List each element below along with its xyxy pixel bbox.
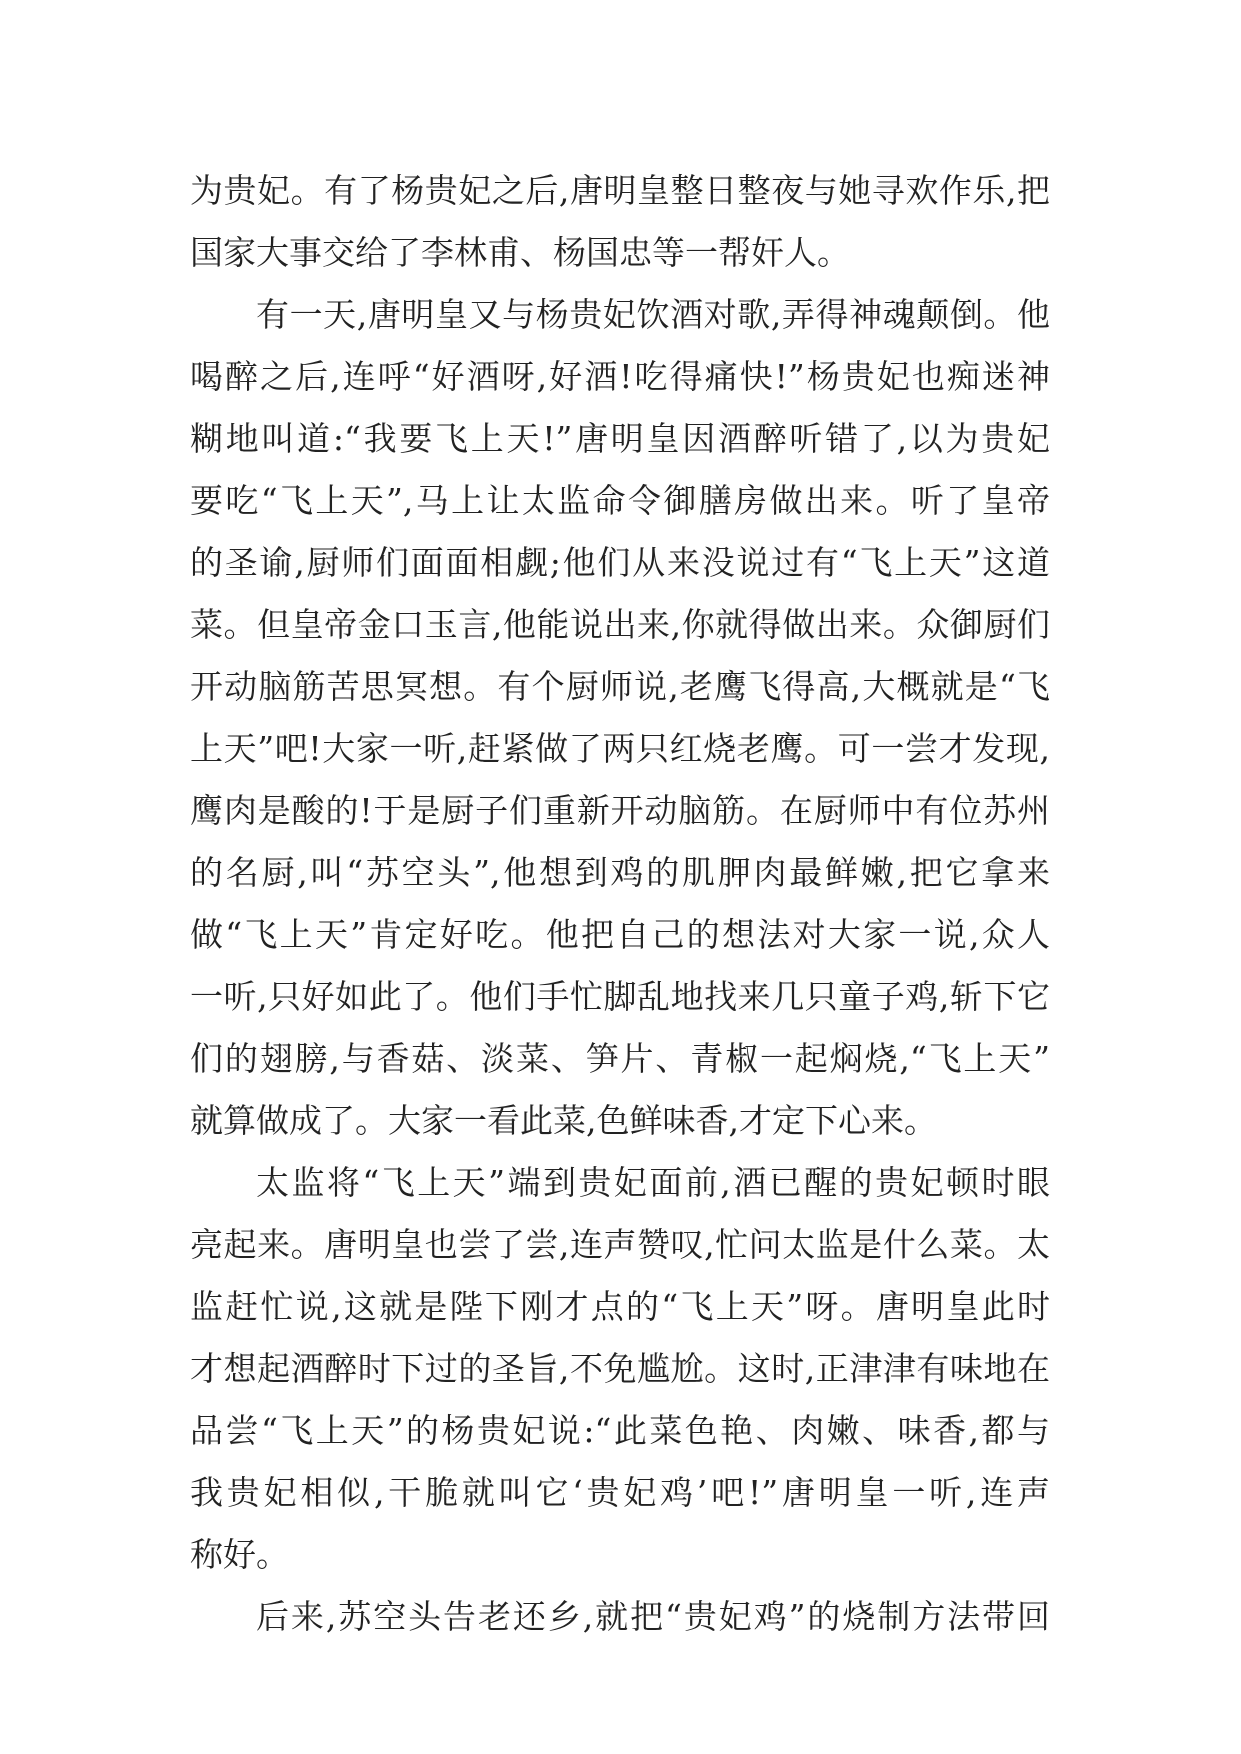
text-line: 一听,只好如此了。他们手忙脚乱地找来几只童子鸡,斩下它	[190, 977, 1050, 1016]
text-line: 上天”吧!大家一听,赶紧做了两只红烧老鹰。可一尝才发现,	[190, 729, 1050, 768]
text-line: 监赶忙说,这就是陛下刚才点的“飞上天”呀。唐明皇此时	[190, 1287, 1050, 1326]
text-line: 要吃“飞上天”,马上让太监命令御膳房做出来。听了皇帝	[190, 481, 1050, 520]
text-line: 亮起来。唐明皇也尝了尝,连声赞叹,忙问太监是什么菜。太	[190, 1225, 1050, 1264]
text-line: 国家大事交给了李林甫、杨国忠等一帮奸人。	[190, 233, 850, 272]
text-line: 为贵妃。有了杨贵妃之后,唐明皇整日整夜与她寻欢作乐,把	[190, 171, 1050, 210]
text-line: 才想起酒醉时下过的圣旨,不免尴尬。这时,正津津有味地在	[190, 1349, 1050, 1388]
text-line: 开动脑筋苦思冥想。有个厨师说,老鹰飞得高,大概就是“飞	[190, 667, 1050, 706]
body-text	[190, 160, 1050, 1648]
text-line: 的圣谕,厨师们面面相觑;他们从来没说过有“飞上天”这道	[190, 543, 1050, 582]
text-line: 就算做成了。大家一看此菜,色鲜味香,才定下心来。	[190, 1101, 937, 1140]
text-line: 们的翅膀,与香菇、淡菜、笋片、青椒一起焖烧,“飞上天”	[190, 1039, 1050, 1078]
text-line: 鹰肉是酸的!于是厨子们重新开动脑筋。在厨师中有位苏州	[190, 791, 1050, 830]
text-line: 菜。但皇帝金口玉言,他能说出来,你就得做出来。众御厨们	[190, 605, 1050, 644]
text-line: 做“飞上天”肯定好吃。他把自己的想法对大家一说,众人	[190, 915, 1050, 954]
paragraph-first-line: 太监将“飞上天”端到贵妃面前,酒已醒的贵妃顿时眼	[256, 1163, 1050, 1202]
text-line: 我贵妃相似,干脆就叫它‘贵妃鸡’吧!”唐明皇一听,连声	[190, 1473, 1050, 1512]
text-line: 称好。	[190, 1535, 289, 1574]
text-line: 的名厨,叫“苏空头”,他想到鸡的肌胛肉最鲜嫩,把它拿来	[190, 853, 1050, 892]
paragraph-first-line: 有一天,唐明皇又与杨贵妃饮酒对歌,弄得神魂颠倒。他	[256, 295, 1050, 334]
paragraph-first-line: 后来,苏空头告老还乡,就把“贵妃鸡”的烧制方法带回	[256, 1597, 1050, 1636]
text-line: 糊地叫道:“我要飞上天!”唐明皇因酒醉听错了,以为贵妃	[190, 419, 1050, 458]
text-line: 品尝“飞上天”的杨贵妃说:“此菜色艳、肉嫩、味香,都与	[190, 1411, 1050, 1450]
text-line: 喝醉之后,连呼“好酒呀,好酒!吃得痛快!”杨贵妃也痴迷神	[190, 357, 1050, 396]
